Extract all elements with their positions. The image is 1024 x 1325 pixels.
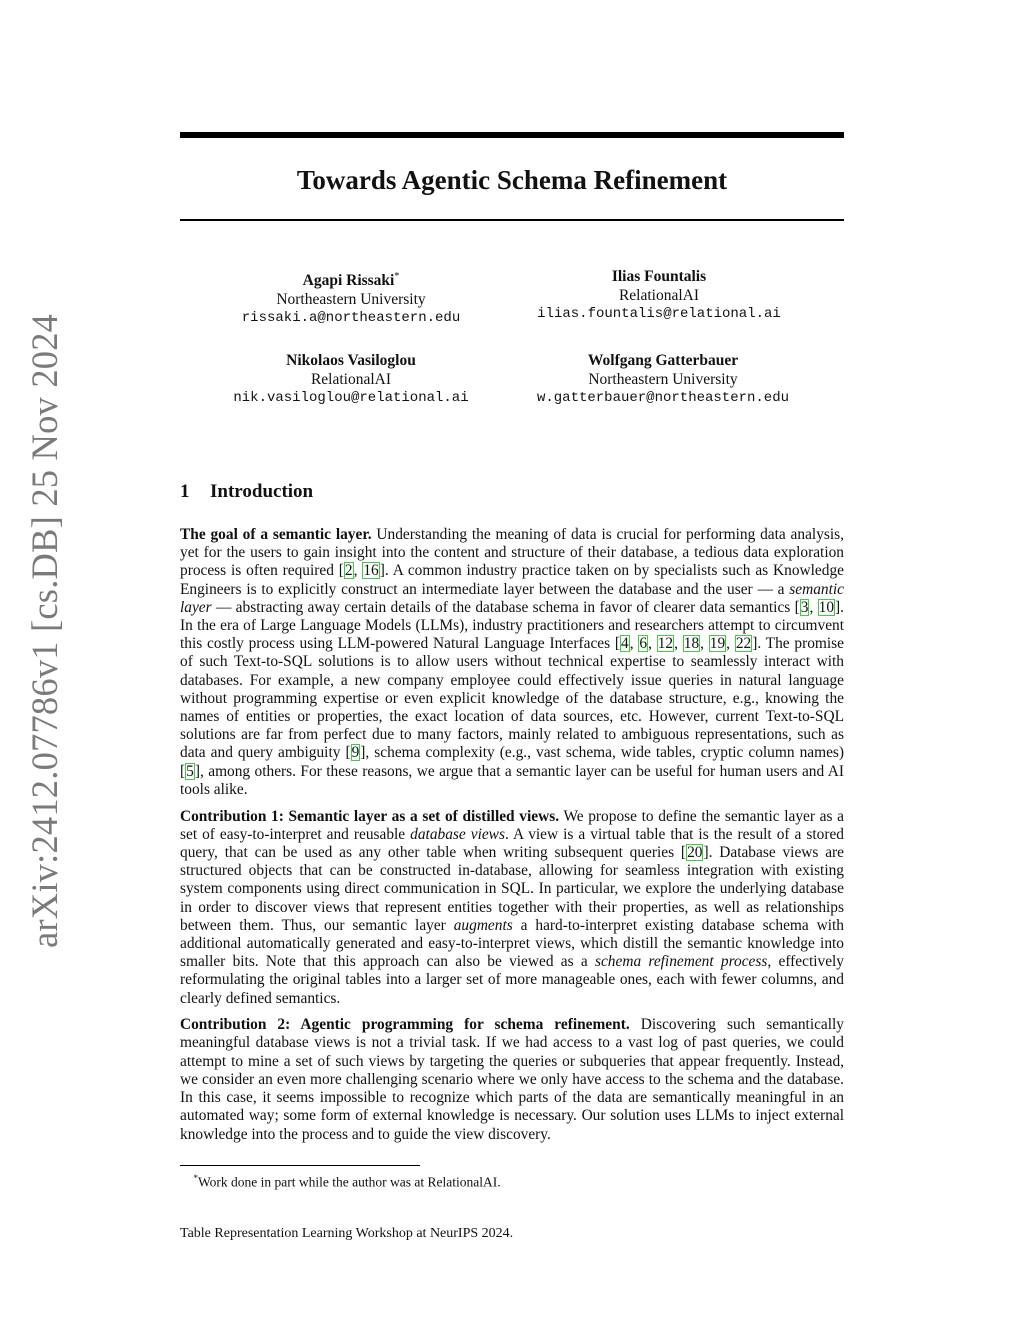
text-run: ]. Database views are structured objects that can be constructed in-database, allowing for seamless integration with existing system components using direct communication in SQL. In particular, we explore the underlying database in order to discover views that represent entities together with their properties, as well as relationships between them. Thus, our semantic layer [180, 843, 844, 934]
footnote [180, 1170, 501, 1191]
text-run: Understanding the meaning of data is crucial for performing data analysis, yet for the users to gain insight into the content and structure of their database, a tedious data exploration process is often required [ [180, 526, 844, 580]
footnote-text: Work done in part while the author was at RelationalAI. [198, 1174, 501, 1190]
footnote-rule [180, 1165, 420, 1166]
author-email[interactable]: nik.vasiloglou@relational.ai [233, 390, 469, 406]
text-run: ]. A common industry practice taken on by specialists such as Knowledge Engineers is to explicitly construct an intermediate layer between the database and the user — a [180, 562, 844, 598]
author-name: Agapi Rissaki* [302, 271, 400, 290]
author-affiliation: RelationalAI [310, 370, 392, 388]
citation-link[interactable]: 5 [186, 762, 194, 780]
citation-link[interactable]: 10 [818, 598, 835, 616]
text-run: , [809, 598, 818, 616]
author-block [181, 268, 521, 328]
text-run: , [674, 635, 683, 653]
paragraph-heading: Contribution 1: Semantic layer as a set of distilled views. [180, 807, 560, 825]
text-run: . A view is a virtual table that is the result of a stored query, that can be used as any other table when writing subsequent queries [ [180, 825, 844, 861]
text-run: ], among others. For these reasons, we argue that a semantic layer can be useful for human users and AI tools alike. [180, 762, 844, 798]
arxiv-stamp: arXiv:2412.07786v1 [cs.DB] 25 Nov 2024 [24, 313, 65, 948]
text-run: — abstracting away certain details of the database schema in favor of clearer data semantics [ [211, 598, 800, 616]
text-run: , [726, 635, 735, 653]
text-run: , [700, 635, 709, 653]
paragraph [180, 526, 844, 799]
emphasis-text: semantic layer [180, 580, 844, 616]
paper-title: Towards Agentic Schema Refinement [296, 165, 728, 195]
paragraph-heading: Contribution 2: Agentic programming for schema refinement. [180, 1016, 630, 1034]
author-block [181, 352, 521, 408]
title-bottom-rule [180, 219, 844, 221]
text-run: ]. In the era of Large Language Models (LLMs), industry practitioners and researchers attempt to circumvent this costly process using LLM-powered Natural Language Interfaces [ [180, 598, 844, 653]
text-run: , [629, 635, 639, 653]
citation-link[interactable]: 6 [639, 635, 648, 653]
section-title: Introduction [210, 481, 314, 502]
section-heading [180, 480, 313, 504]
citation-link[interactable]: 12 [657, 635, 674, 653]
title-top-rule [180, 132, 844, 138]
text-run: We propose to define the semantic layer as a set of easy-to-interpret and reusable [180, 807, 844, 843]
text-run: a hard-to-interpret existing database schema with additional automatically generated and easy-to-interpret views, which distill the semantic knowledge into smaller bits. Note that this approach can also be viewed as a [180, 916, 844, 971]
author-name: Ilias Fountalis [611, 268, 707, 285]
citation-link[interactable]: 9 [351, 744, 360, 762]
section-number: 1 [180, 481, 190, 502]
emphasis-text: augments [453, 916, 513, 934]
text-run: , effectively reformulating the original tables into a larger set of more manageable ones, each with fewer columns, and clearly defined semantics. [180, 953, 845, 1007]
author-block [489, 268, 829, 324]
author-name: Nikolaos Vasiloglou [286, 352, 416, 369]
paragraph [180, 808, 844, 1008]
citation-link[interactable]: 4 [621, 635, 629, 653]
text-run: , [353, 562, 363, 580]
citation-link[interactable]: 19 [709, 635, 726, 653]
body-text [180, 526, 844, 1152]
venue-footer: Table Representation Learning Workshop at NeurIPS 2024. [180, 1226, 514, 1241]
author-email[interactable]: w.gatterbauer@northeastern.edu [536, 390, 790, 406]
paragraph-heading: The goal of a semantic layer. [180, 526, 372, 543]
emphasis-text: database views [410, 825, 505, 843]
author-email[interactable]: rissaki.a@northeastern.edu [241, 310, 461, 327]
citation-link[interactable]: 22 [735, 635, 752, 653]
author-email[interactable]: ilias.fountalis@relational.ai [537, 306, 781, 322]
emphasis-text: schema refinement process [594, 953, 768, 971]
citation-link[interactable]: 2 [344, 562, 353, 580]
footnote-marker: * [193, 1173, 198, 1183]
author-block [493, 352, 833, 408]
text-run: ], schema complexity (e.g., vast schema, wide tables, cryptic column names) [ [180, 744, 845, 780]
author-name: Wolfgang Gatterbauer [587, 352, 739, 369]
text-run: , [648, 635, 657, 653]
author-affiliation: Northeastern University [588, 370, 738, 388]
citation-link[interactable]: 3 [800, 598, 809, 616]
author-affiliation: RelationalAI [618, 286, 700, 304]
footnote-marker: * [394, 271, 400, 282]
author-affiliation: Northeastern University [276, 290, 426, 308]
citation-link[interactable]: 16 [363, 562, 379, 580]
paragraph [180, 1016, 844, 1143]
citation-link[interactable]: 20 [687, 843, 703, 861]
text-run: ]. The promise of such Text-to-SQL solutions is to allow users without technical expertise to seamlessly interact with databases. For example, a new company employee could effectively issue queries in natural language without programming expertise or even explicit knowledge of the database structure, e.g., knowing the names of entities or properties, the exact location of data sources, etc. However, current Text-to-SQL solutions are far from perfect due to many factors, mainly related to ambiguous representations, such as data and query ambiguity [ [180, 635, 844, 762]
text-run: Discovering such semantically meaningful database views is not a trivial task. If we had access to a vast log of past queries, we could attempt to mine a set of such views by targeting the queries or subqueries that appear frequently. Instead, we consider an even more challenging scenario where we only have access to the schema and the database. In this case, it seems impossible to recognize which parts of the data are semantically meaningful in an automated way; some form of external knowledge is necessary. Our solution uses LLMs to inject external knowledge into the process and to guide the view discovery. [180, 1016, 844, 1143]
citation-link[interactable]: 18 [683, 635, 700, 653]
